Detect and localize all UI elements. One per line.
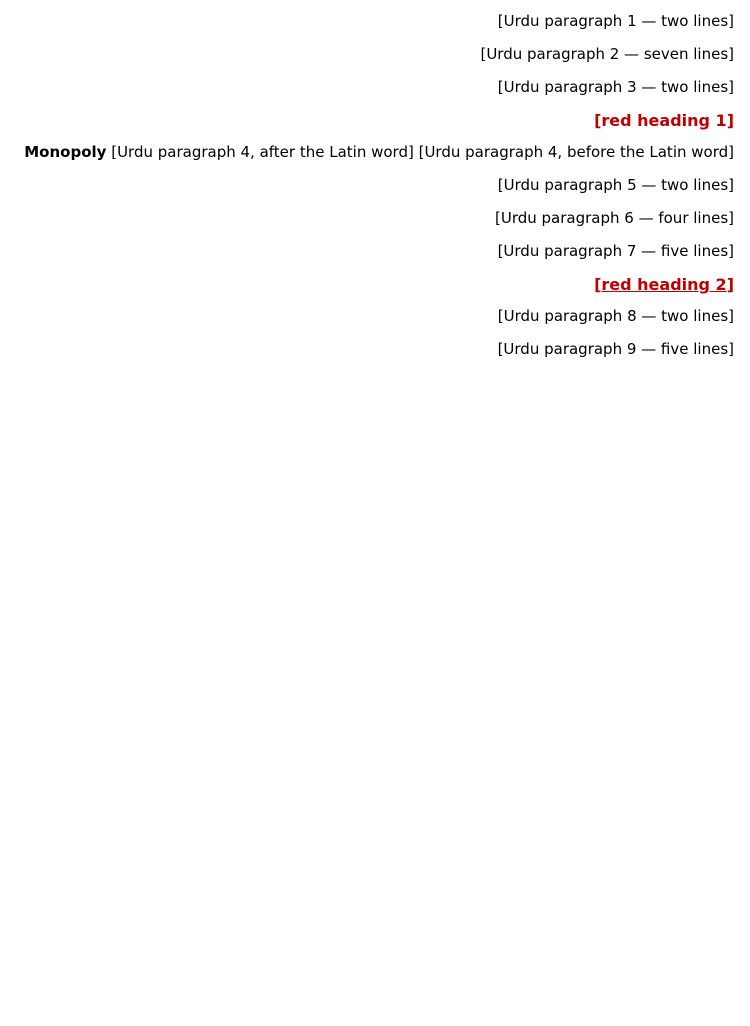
paragraph-2: [Urdu paragraph 2 — seven lines] — [480, 45, 734, 63]
paragraph-4-part-1: [Urdu paragraph 4, before the Latin word] — [418, 143, 734, 161]
paragraph-4-part-2: [Urdu paragraph 4, after the Latin word] — [111, 143, 414, 161]
paragraph-5: [Urdu paragraph 5 — two lines] — [497, 176, 734, 194]
paragraph-3: [Urdu paragraph 3 — two lines] — [497, 78, 734, 96]
paragraph-4 — [16, 139, 734, 166]
paragraph-9: [Urdu paragraph 9 — five lines] — [497, 340, 734, 358]
paragraph-1: [Urdu paragraph 1 — two lines] — [497, 12, 734, 30]
paragraph-6: [Urdu paragraph 6 — four lines] — [494, 209, 734, 227]
paragraph-7: [Urdu paragraph 7 — five lines] — [497, 242, 734, 260]
section-heading-1: [red heading 1] — [594, 111, 734, 130]
paragraph-8: [Urdu paragraph 8 — two lines] — [497, 307, 734, 325]
section-heading-2: [red heading 2] — [594, 275, 734, 294]
monopoly-term: Monopoly — [24, 143, 107, 161]
